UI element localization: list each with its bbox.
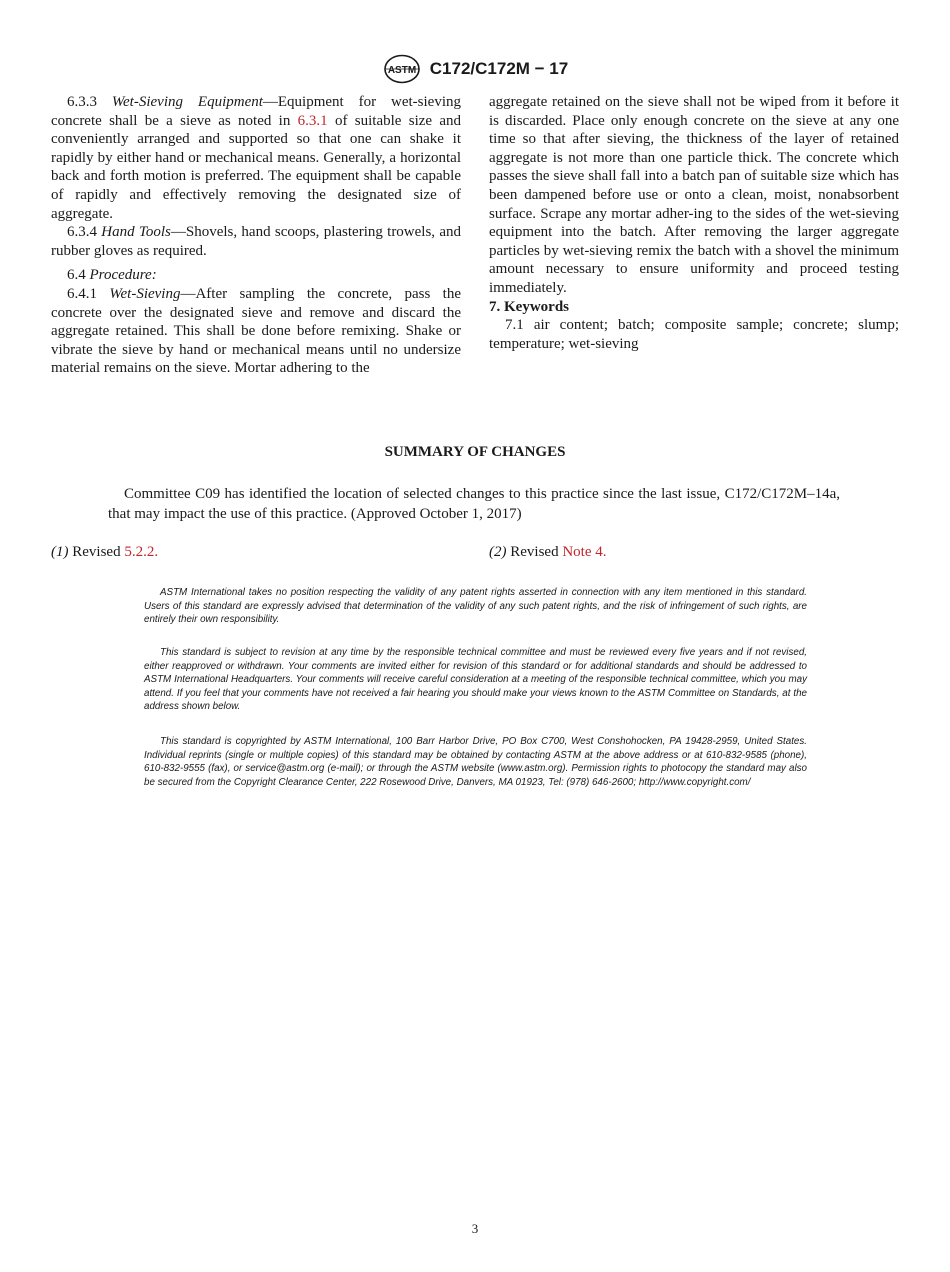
- change-suffix: .: [602, 544, 607, 560]
- paragraph-text: —Shovels, hand scoops, plastering trowels, and rubber gloves as required.: [51, 224, 461, 259]
- patent-notice: ASTM International takes no position respecting the validity of any patent rights asserted in connection with any item mentioned in this standard. Users of this standard are expressly advised that determination of the validity of any such patent rights, and the risk of infringement of such rights, are entirely their own responsibility.: [144, 587, 807, 626]
- section-ref-link[interactable]: 6.3.1: [297, 112, 328, 129]
- change-ref-link[interactable]: Note 4: [562, 544, 603, 560]
- section-number: 7.1: [505, 317, 524, 334]
- copyright-notice: This standard is copyrighted by ASTM International, 100 Barr Harbor Drive, PO Box C700, West Conshohocken, PA 19428-2959, United States. Individual reprints (single or multiple copies) of this standard may be obtained by contacting ASTM at the above address or at 610-832-9585 (phone), 610-832-9555 (fax), or service@astm.org (e-mail); or through the ASTM website (www.astm.org). Permission rights to photocopy the standard may also be secured from the Copyright Clearance Center, 222 Rosewood Drive, Danvers, MA 01923, Tel: (978) 646-2600; http://www.copyright.com/: [144, 736, 807, 788]
- section-title: Wet-Sieving: [109, 285, 181, 302]
- astm-logo-text: ASTM: [387, 65, 416, 76]
- change-number: (2): [489, 544, 507, 560]
- left-column: [51, 93, 461, 378]
- section-title: Procedure:: [89, 267, 157, 284]
- keywords-text: air content; batch; composite sample; concrete; slump; temperature; wet-sieving: [489, 317, 900, 352]
- section-title: Hand Tools: [101, 224, 171, 241]
- paragraph-text: —After sampling the concrete, pass the concrete over the designated sieve and remove and discard the aggregate retained. This shall be done before remixing. Shake or vibrate the sieve by hand or mechanical means until no undersize material remains on the sieve. Mortar adhering to the: [51, 285, 462, 377]
- change-item: [51, 544, 158, 561]
- page-header: [0, 54, 950, 84]
- change-number: (1): [51, 544, 69, 560]
- paragraph-text: of suitable size and conveniently arranged and supported so that one can shake it rapidly by either hand or mechanical means. Generally, a horizontal back and forth motion is preferred. The equipment shall be capable of rapidly and effectively removing the designated size of aggregate.: [51, 112, 462, 222]
- standard-designation: C172/C172M − 17: [429, 59, 569, 78]
- section-heading-keywords: 7. Keywords: [489, 298, 569, 315]
- page-number: 3: [471, 1221, 479, 1236]
- section-title: Wet-Sieving Equipment: [111, 94, 263, 110]
- paragraph-6-4: [51, 266, 461, 285]
- paragraph-6-3-3: [51, 93, 461, 223]
- change-ref-link[interactable]: 5.2.2: [124, 544, 155, 560]
- section-number: 6.3.4: [67, 224, 97, 241]
- right-column: [489, 93, 899, 353]
- paragraph-6-4-1: [51, 285, 461, 378]
- summary-text: Committee C09 has identified the location of selected changes to this practice since the last issue, C172/C172M–14a, that may impact the use of this practice. (Approved October 1, 2017): [108, 486, 840, 522]
- paragraph-6-3-4: [51, 223, 461, 260]
- section-number: 6.4: [67, 267, 86, 284]
- change-prefix: Revised: [510, 544, 559, 560]
- section-number: 6.4.1: [67, 285, 97, 302]
- summary-title: SUMMARY OF CHANGES: [384, 444, 566, 460]
- change-prefix: Revised: [72, 544, 121, 560]
- paragraph-text: —Equipment for wet-sieving concrete shall be a sieve as noted in: [51, 94, 461, 129]
- paragraph-continuation: aggregate retained on the sieve shall not be wiped from it before it is discarded. Place only enough concrete on the sieve at any one time so that after sieving, the thickness of the layer of retained aggregate is not more than one particle thick. The concrete which passes the sieve shall fall into a batch pan of suitable size which has been dampened before use or onto a clean, moist, nonabsorbent surface. Scrape any mortar adher-ing to the sides of the wet-sieving equipment into the batch. After removing the larger aggregate particles by wet-sieving remix the batch with a shovel the minimum amount necessary to ensure uniformity and proceed testing immediately.: [489, 94, 899, 296]
- change-suffix: .: [154, 544, 159, 560]
- revision-notice: This standard is subject to revision at any time by the responsible technical committee and must be reviewed every five years and if not revised, either reapproved or withdrawn. Your comments are invited either for revision of this standard or for additional standards and should be addressed to ASTM International Headquarters. Your comments will receive careful consideration at a meeting of the responsible technical committee, which you may attend. If you feel that your comments have not received a fair hearing you should make your views known to the ASTM Committee on Standards, at the address shown below.: [144, 647, 807, 713]
- change-item: [489, 544, 607, 561]
- astm-logo-icon: [382, 54, 422, 84]
- paragraph-7-1: [489, 316, 899, 353]
- section-number: 6.3.3: [67, 94, 97, 110]
